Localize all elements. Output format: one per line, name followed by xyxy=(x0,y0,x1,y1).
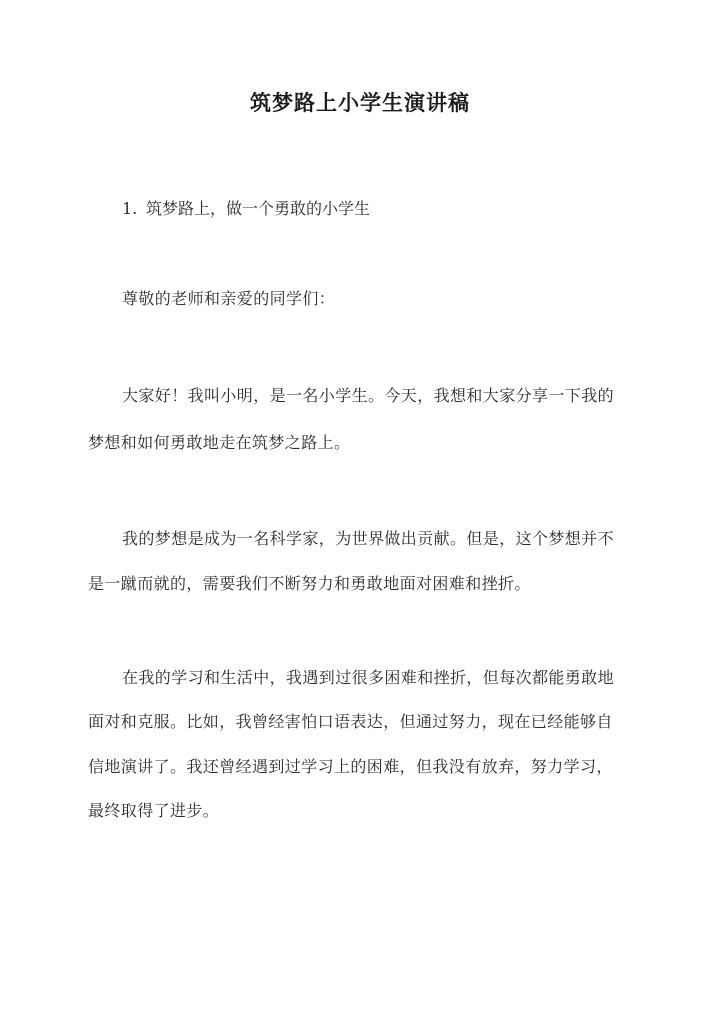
paragraph-3-line-2: 面对和克服。比如，我曾经害怕口语表达，但通过努力，现在已经能够自 xyxy=(88,712,613,731)
paragraph-3-line-4: 最终取得了进步。 xyxy=(88,801,220,820)
paragraph-1-line-1: 大家好！我叫小明，是一名小学生。今天，我想和大家分享一下我的 xyxy=(122,386,615,405)
paragraph-3-line-3: 信地演讲了。我还曾经遇到过学习上的困难，但我没有放弃，努力学习， xyxy=(88,757,613,776)
salutation: 尊敬的老师和亲爱的同学们： xyxy=(122,289,336,308)
section-number: 1. xyxy=(122,199,138,218)
section-heading xyxy=(122,197,370,221)
document-title: 筑梦路上小学生演讲稿 xyxy=(250,90,470,115)
paragraph-2-line-1: 我的梦想是成为一名科学家，为世界做出贡献。但是，这个梦想并不 xyxy=(122,529,615,548)
paragraph-2-line-2: 是一蹴而就的，需要我们不断努力和勇敢地面对困难和挫折。 xyxy=(88,574,531,593)
section-heading-text: 筑梦路上，做一个勇敢的小学生 xyxy=(146,199,371,218)
paragraph-3-line-1: 在我的学习和生活中，我遇到过很多困难和挫折，但每次都能勇敢地 xyxy=(122,668,615,687)
paragraph-1-line-2: 梦想和如何勇敢地走在筑梦之路上。 xyxy=(88,433,351,452)
